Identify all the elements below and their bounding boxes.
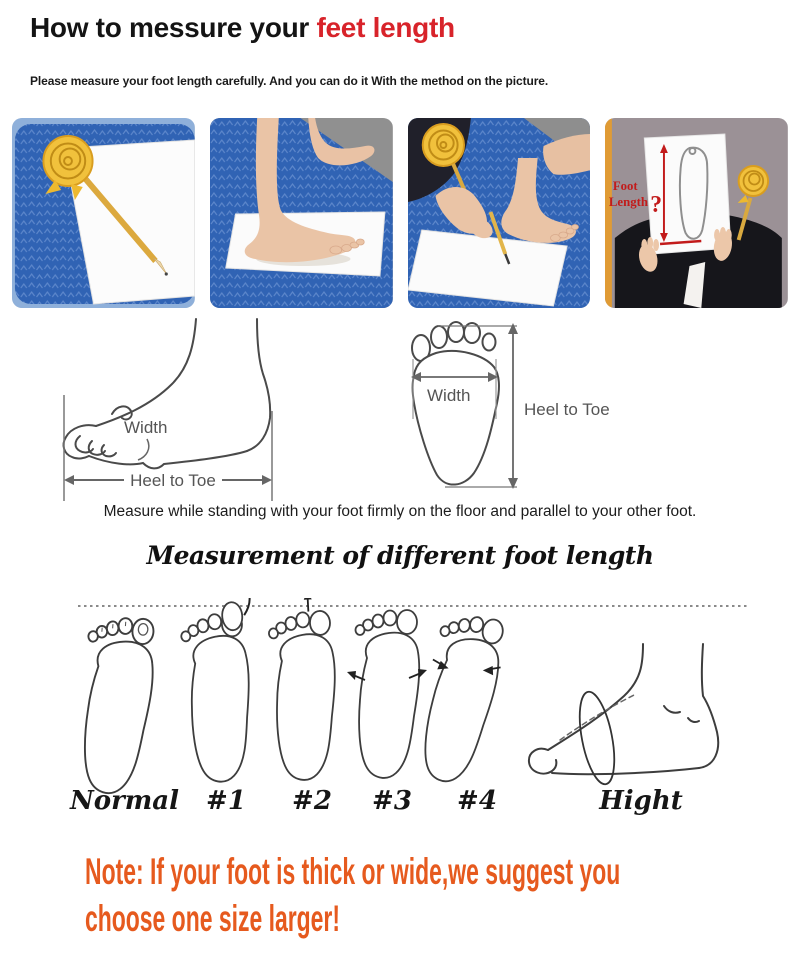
foot-type-4 [412,610,508,787]
standing-instruction: Measure while standing with your foot firmly on the floor and parallel to your other foot. [103,503,697,520]
photo2-illustration [210,118,393,308]
side-heel-to-toe-label: Heel to Toe [130,471,216,490]
sole-width-label: Width [427,386,471,405]
foot-type-1 [177,598,267,784]
photo1-illustration [12,118,195,308]
subtitle: Please measure your foot length carefully. And you can do it With the method on the picture. [30,74,549,88]
note-line-1: Note: If your foot is thick or wide,we suggest you [85,851,621,892]
measurement-diagrams [0,315,800,505]
photo4-illustration [605,118,788,308]
side-width-label: Width [124,418,168,437]
label-normal: Normal [69,786,180,816]
photo-holding-traced-outline [605,118,788,308]
photo-foot-standing-on-paper [210,118,393,308]
foot-normal [78,615,157,796]
label-2: #2 [292,786,332,816]
foot-type-2 [267,598,341,781]
photo3-illustration [408,118,591,308]
length-label: Length [609,194,649,210]
title-text: How to messure your [30,12,317,43]
photo-tracing-foot-outline [408,118,591,308]
question-mark: ? [650,191,663,219]
width-pointer [138,439,149,460]
size-note [85,848,620,942]
title-highlight: feet length [316,12,455,43]
foot-hight [529,644,718,787]
foot-types-illustration [0,598,800,798]
photo-strip [12,118,788,308]
label-4: #4 [457,786,497,816]
foot-type-3 [347,610,427,778]
label-3: #3 [372,786,412,816]
photo-lollipop-pencil-on-paper [12,118,195,308]
sole-heel-to-toe-label: Heel to Toe [524,400,610,419]
page-title [30,12,455,44]
label-hight: Hight [599,786,683,816]
foot-label: Foot [613,178,638,194]
measurement-heading: Measurement of different foot length [146,541,654,570]
note-line-2: choose one size larger! [85,898,340,939]
label-1: #1 [206,786,246,816]
side-view-foot [64,319,271,468]
